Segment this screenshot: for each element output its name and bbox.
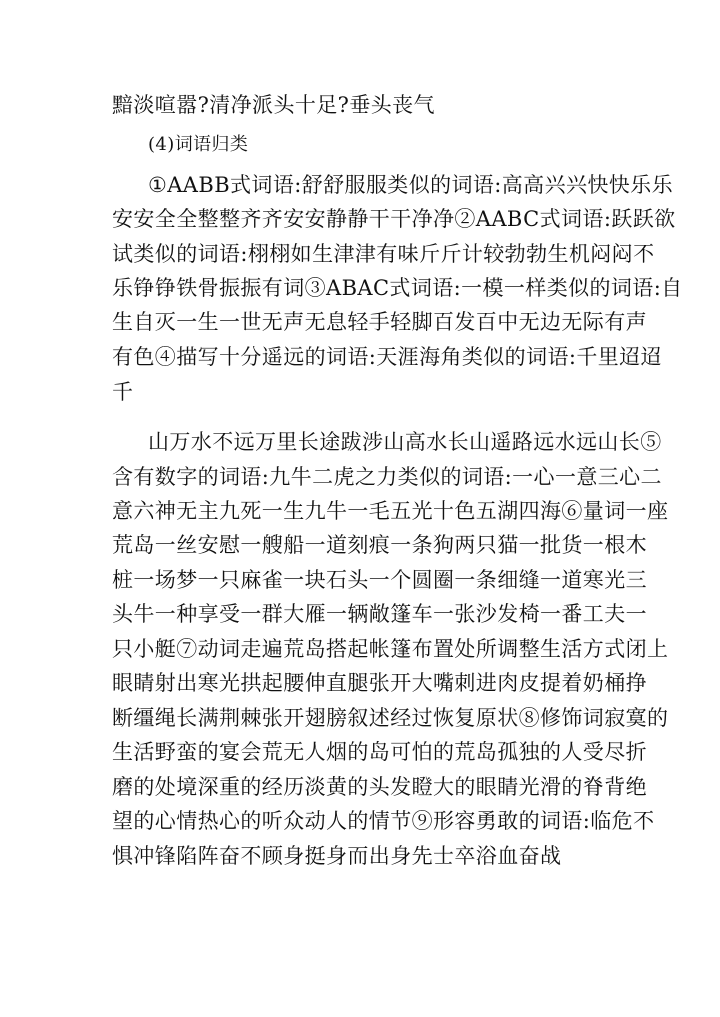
- text-line-3: ①AABB式词语:舒舒服服类似的词语:高高兴兴快快乐乐: [148, 173, 673, 197]
- section-heading: (4)词语归类: [148, 134, 249, 155]
- text-line-6: 乐铮铮铁骨振振有词③ABAC式词语:一模一样类似的词语:自: [112, 276, 683, 300]
- text-line-16: 只小艇⑦动词走遍荒岛搭起帐篷布置处所调整生活方式闭上: [112, 637, 669, 661]
- text-line-13: 荒岛一丝安慰一艘船一道刻痕一条狗两只猫一批货一根木: [112, 533, 647, 557]
- text-line-22: 惧冲锋陷阵奋不顾身挺身而出身先士卒浴血奋战: [112, 844, 562, 868]
- text-line-12: 意六神无主九死一生九牛一毛五光十色五湖四海⑥量词一座: [112, 499, 669, 523]
- text-line-14: 桩一场梦一只麻雀一块石头一个圆圈一条细缝一道寒光三: [112, 568, 647, 592]
- text-line-8: 有色④描写十分遥远的词语:天涯海角类似的词语:千里迢迢: [112, 345, 662, 369]
- text-line-18: 断缰绳长满荆棘张开翅膀叙述经过恢复原状⑧修饰词寂寞的: [112, 706, 669, 730]
- text-line-4: 安安全全整整齐齐安安静静干干净净②AABC式词语:跃跃欲: [112, 207, 676, 231]
- text-line-7: 生自灭一生一世无声无息轻手轻脚百发百中无边无际有声: [112, 310, 647, 334]
- text-line-9: 千: [112, 380, 134, 404]
- text-line-5: 试类似的词语:栩栩如生津津有味斤斤计较勃勃生机闷闷不: [112, 242, 655, 266]
- text-line-15: 头牛一种享受一群大雁一辆敞篷车一张沙发椅一番工夫一: [112, 602, 647, 626]
- text-line-1: 黯淡喧嚣?清净派头十足?垂头丧气: [112, 93, 435, 117]
- text-line-11: 含有数字的词语:九牛二虎之力类似的词语:一心一意三心二: [112, 465, 662, 489]
- text-line-20: 磨的处境深重的经历淡黄的头发瞪大的眼睛光滑的脊背绝: [112, 775, 647, 799]
- text-line-17: 眼睛射出寒光拱起腰伸直腿张开大嘴刺进肉皮提着奶桶挣: [112, 671, 647, 695]
- text-line-19: 生活野蛮的宴会荒无人烟的岛可怕的荒岛孤独的人受尽折: [112, 740, 647, 764]
- text-line-10: 山万水不远万里长途跋涉山高水长山遥路远水远山长⑤: [148, 430, 662, 454]
- text-line-21: 望的心情热心的听众动人的情节⑨形容勇敢的词语:临危不: [112, 809, 655, 833]
